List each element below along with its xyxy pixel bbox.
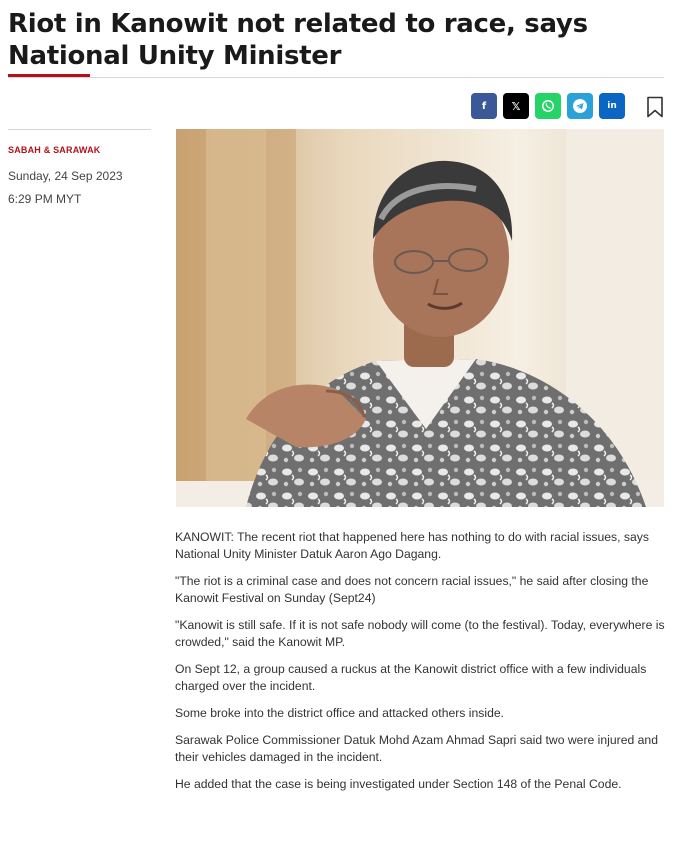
linkedin-icon: in bbox=[607, 101, 617, 111]
article-paragraph: Sarawak Police Commissioner Datuk Mohd Azam Ahmad Sapri said two were injured and their vehicles damaged in the incident. bbox=[175, 733, 658, 764]
article-paragraph: On Sept 12, a group caused a ruckus at the Kanowit district office with a few individuals charged over the incident. bbox=[175, 662, 647, 693]
bookmark-icon bbox=[645, 96, 665, 118]
share-whatsapp-button[interactable] bbox=[535, 93, 561, 119]
facebook-icon: f bbox=[481, 100, 487, 112]
publish-date: Sunday, 24 Sep 2023 bbox=[8, 169, 123, 183]
article-body bbox=[175, 529, 667, 803]
article-paragraph: He added that the case is being investigated under Section 148 of the Penal Code. bbox=[175, 777, 622, 791]
meta-divider bbox=[8, 129, 151, 130]
article-photo bbox=[176, 129, 664, 507]
share-x-button[interactable] bbox=[503, 93, 529, 119]
headline-divider bbox=[8, 77, 664, 78]
bookmark-button[interactable] bbox=[645, 96, 665, 118]
share-bar bbox=[471, 93, 625, 119]
share-telegram-button[interactable] bbox=[567, 93, 593, 119]
x-icon: 𝕏 bbox=[511, 99, 521, 113]
article-headline: Riot in Kanowit not related to race, says National Unity Minister bbox=[8, 9, 588, 71]
whatsapp-icon bbox=[541, 99, 555, 113]
telegram-icon bbox=[572, 98, 588, 114]
article-paragraph: KANOWIT: The recent riot that happened here has nothing to do with racial issues, says National Unity Minister Datuk Aaron Ago Dagang. bbox=[175, 530, 649, 561]
publish-time: 6:29 PM MYT bbox=[8, 192, 82, 206]
article-paragraph: "Kanowit is still safe. If it is not safe nobody will come (to the festival). Today, everywhere is crowded," said the Kanowit MP. bbox=[175, 618, 665, 649]
share-facebook-button[interactable] bbox=[471, 93, 497, 119]
share-linkedin-button[interactable] bbox=[599, 93, 625, 119]
article-paragraph: "The riot is a criminal case and does not concern racial issues," he said after closing the Kanowit Festival on Sunday (Sept24) bbox=[175, 574, 649, 605]
article-paragraph: Some broke into the district office and attacked others inside. bbox=[175, 706, 505, 720]
category-link[interactable]: SABAH & SARAWAK bbox=[8, 145, 101, 155]
